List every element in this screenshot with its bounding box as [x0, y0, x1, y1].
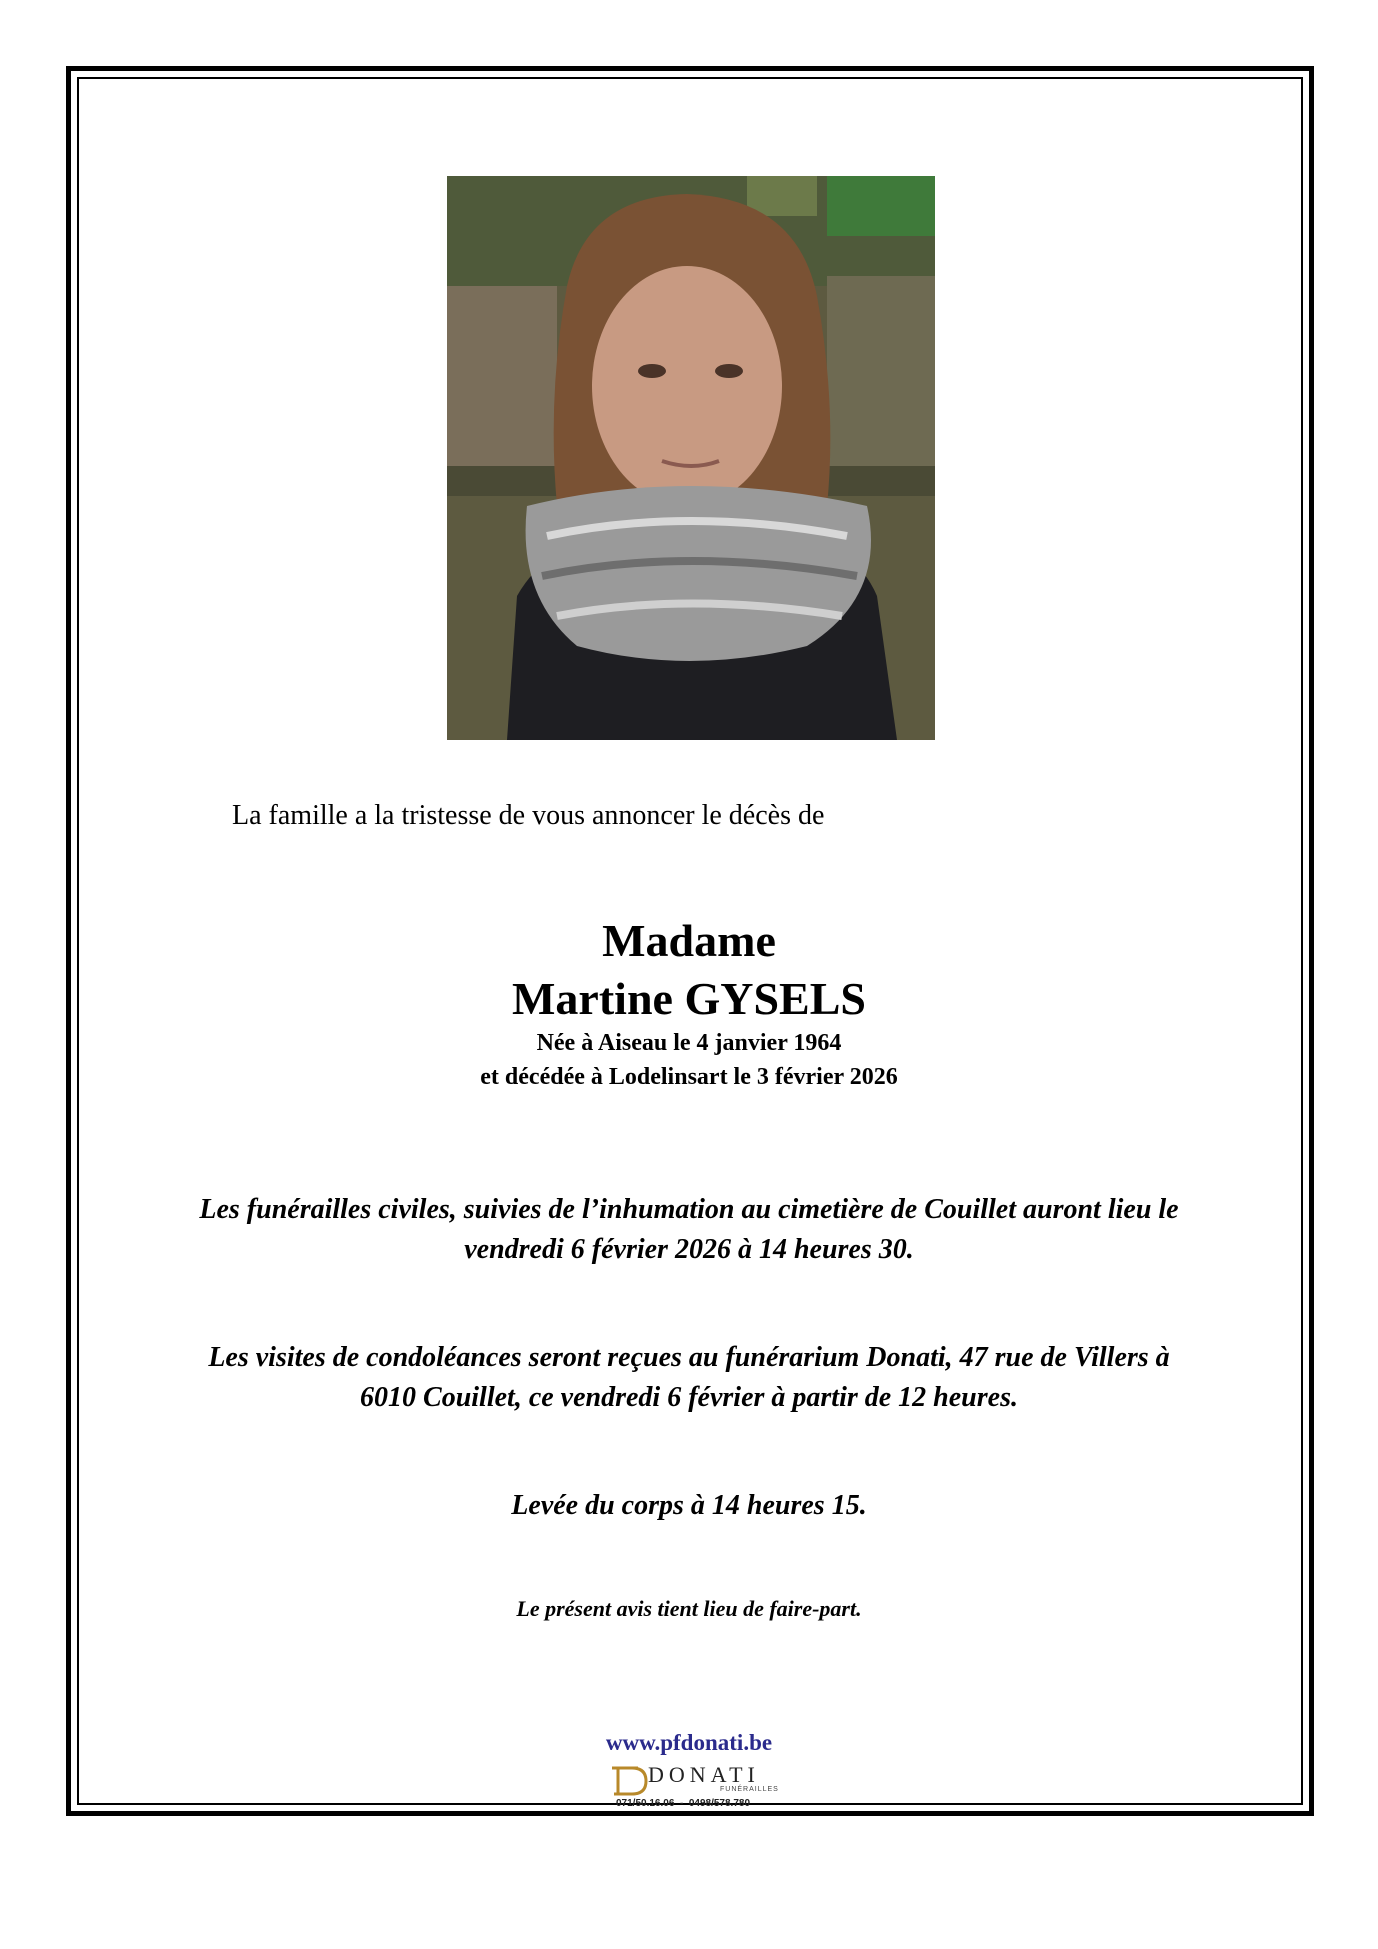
intro-text: La famille a la tristesse de vous annoncer le décès de: [232, 800, 825, 831]
funeral-line-1: Les funérailles civiles, suivies de l’inhumation au cimetière de Couillet auront lieu le: [199, 1194, 1179, 1225]
levee-text: Levée du corps à 14 heures 15.: [511, 1490, 867, 1521]
funeral-paragraph: [0, 1190, 1378, 1270]
phone-numbers: 071/50.16.06 - 0498/578.780: [616, 1798, 751, 1809]
visits-line-2: 6010 Couillet, ce vendredi 6 février à partir de 12 heures.: [360, 1382, 1018, 1413]
logo-wordmark: DONATI: [648, 1762, 760, 1787]
death-line: et décédée à Lodelinsart le 3 février 2026: [480, 1064, 898, 1090]
honorific-title: Madame: [602, 915, 776, 966]
donati-logo: [608, 1762, 778, 1810]
logo-subtitle: FUNÉRAILLES: [720, 1786, 779, 1793]
visits-paragraph: [0, 1338, 1378, 1418]
portrait-photo: [447, 176, 935, 740]
website-link[interactable]: www.pfdonati.be: [605, 1730, 773, 1755]
deceased-name: Martine GYSELS: [512, 973, 866, 1024]
donati-logo-mark-icon: [608, 1764, 652, 1798]
funeral-line-2: vendredi 6 février 2026 à 14 heures 30.: [464, 1234, 914, 1265]
birth-line: Née à Aiseau le 4 janvier 1964: [536, 1030, 842, 1056]
notice-text: Le présent avis tient lieu de faire-part.: [516, 1596, 862, 1621]
visits-line-1: Les visites de condoléances seront reçues au funérarium Donati, 47 rue de Villers à: [208, 1342, 1170, 1373]
